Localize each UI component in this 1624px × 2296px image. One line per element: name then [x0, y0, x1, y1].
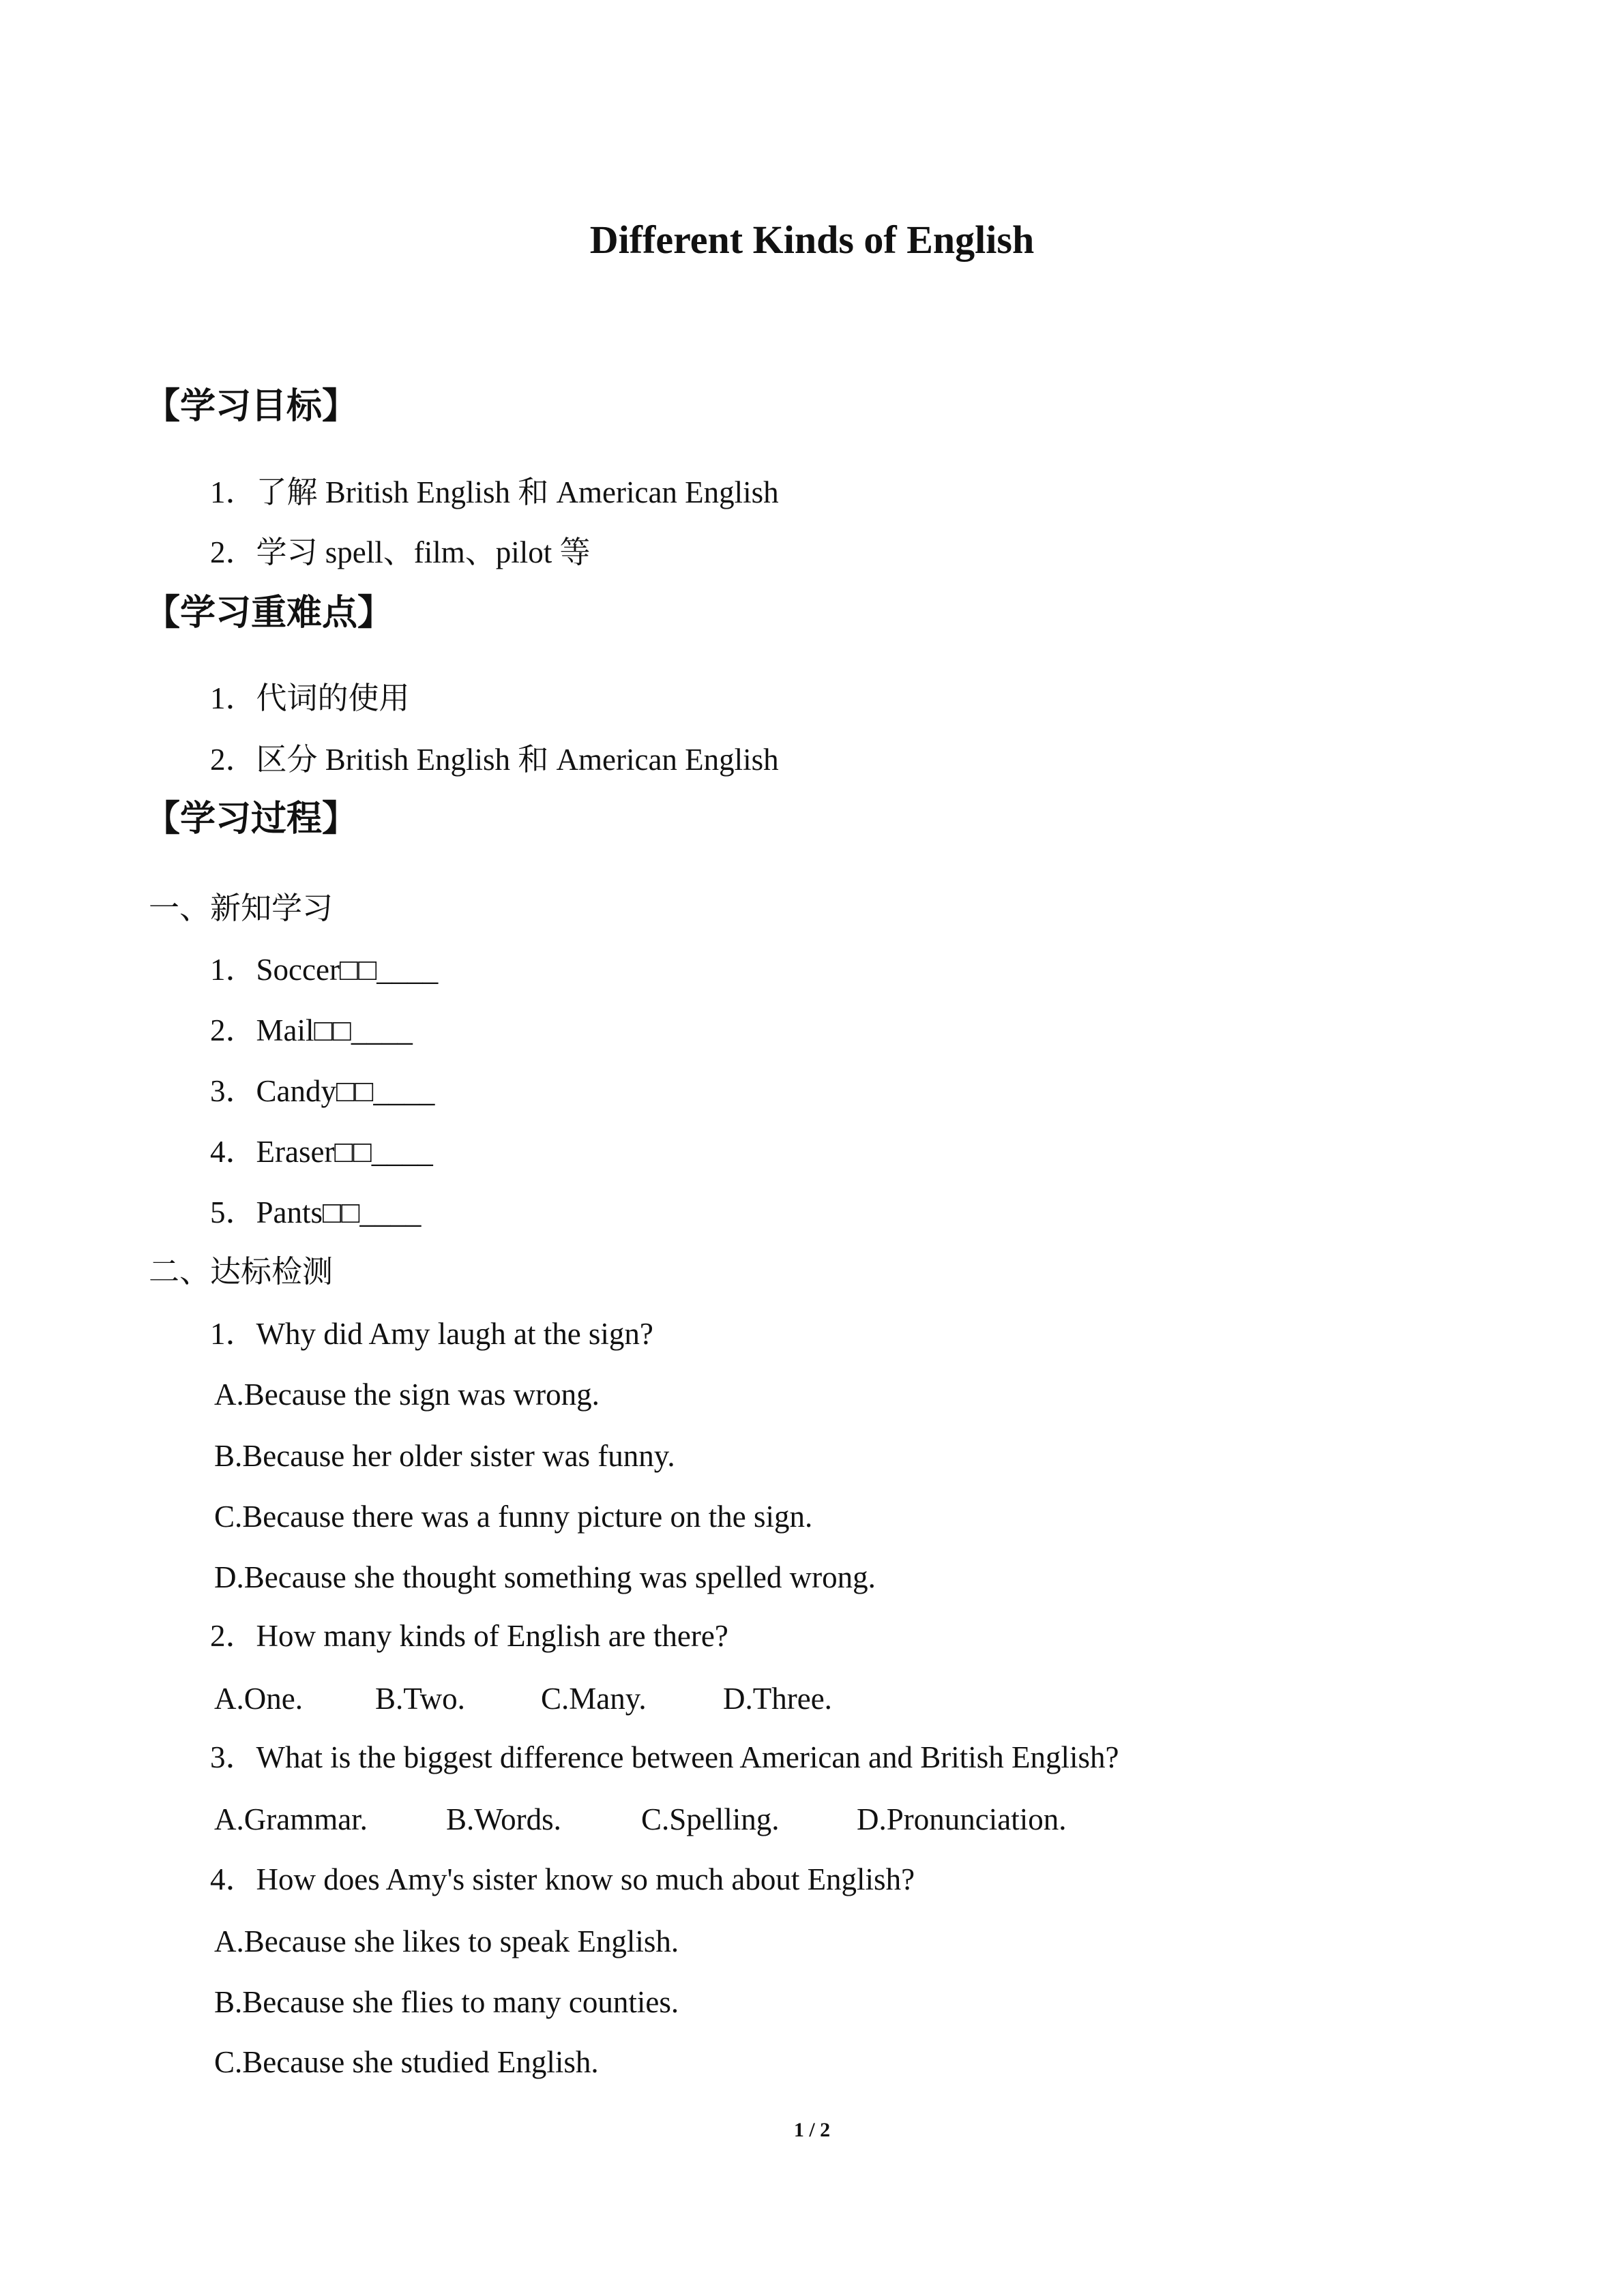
answer-options-row: [214, 1798, 1066, 1841]
vocab-item: 3．Candy□□____: [210, 1074, 435, 1108]
page-number: 1 / 2: [793, 2119, 831, 2141]
objectives-heading: 【学习目标】: [145, 386, 358, 427]
answer-option: B.Because she flies to many counties.: [214, 1985, 679, 2019]
answer-option: D.Three.: [723, 1682, 832, 1716]
objective-item: 1．了解 British English 和 American English: [210, 475, 779, 509]
section-title-new-knowledge: 一、新知学习: [149, 891, 334, 925]
objective-item: 2．学习 spell、film、pilot 等: [210, 535, 591, 569]
answer-option: A.One.: [214, 1682, 303, 1716]
section-title-assessment: 二、达标检测: [149, 1255, 334, 1289]
answer-option: A.Because the sign was wrong.: [214, 1377, 600, 1412]
question: 2．How many kinds of English are there?: [210, 1619, 728, 1653]
answer-option: D.Because she thought something was spelled wrong.: [214, 1560, 876, 1594]
answer-options-row: [214, 1677, 832, 1720]
answer-option: B.Words.: [446, 1802, 561, 1836]
answer-option: A.Grammar.: [214, 1802, 368, 1836]
vocab-item: 5．Pants□□____: [210, 1195, 422, 1229]
process-heading: 【学习过程】: [145, 799, 358, 839]
key-points-heading: 【学习重难点】: [145, 593, 394, 633]
vocab-item: 1．Soccer□□____: [210, 953, 439, 987]
vocab-item: 2．Mail□□____: [210, 1013, 413, 1047]
document-title: Different Kinds of English: [589, 218, 1035, 262]
question: 3．What is the biggest difference between American and British English?: [210, 1740, 1119, 1774]
answer-option: C.Many.: [541, 1682, 647, 1716]
answer-option: B.Two.: [375, 1682, 465, 1716]
vocab-item: 4．Eraser□□____: [210, 1135, 433, 1169]
key-point-item: 2．区分 British English 和 American English: [210, 743, 779, 777]
answer-option: C.Because she studied English.: [214, 2045, 599, 2079]
answer-option: D.Pronunciation.: [857, 1802, 1067, 1836]
question: 4．How does Amy's sister know so much about English?: [210, 1862, 915, 1896]
answer-option: C.Because there was a funny picture on the sign.: [214, 1500, 813, 1534]
question: 1．Why did Amy laugh at the sign?: [210, 1317, 653, 1351]
answer-option: B.Because her older sister was funny.: [214, 1439, 675, 1473]
key-point-item: 1．代词的使用: [210, 681, 410, 715]
answer-option: A.Because she likes to speak English.: [214, 1924, 679, 1958]
answer-option: C.Spelling.: [641, 1802, 780, 1836]
